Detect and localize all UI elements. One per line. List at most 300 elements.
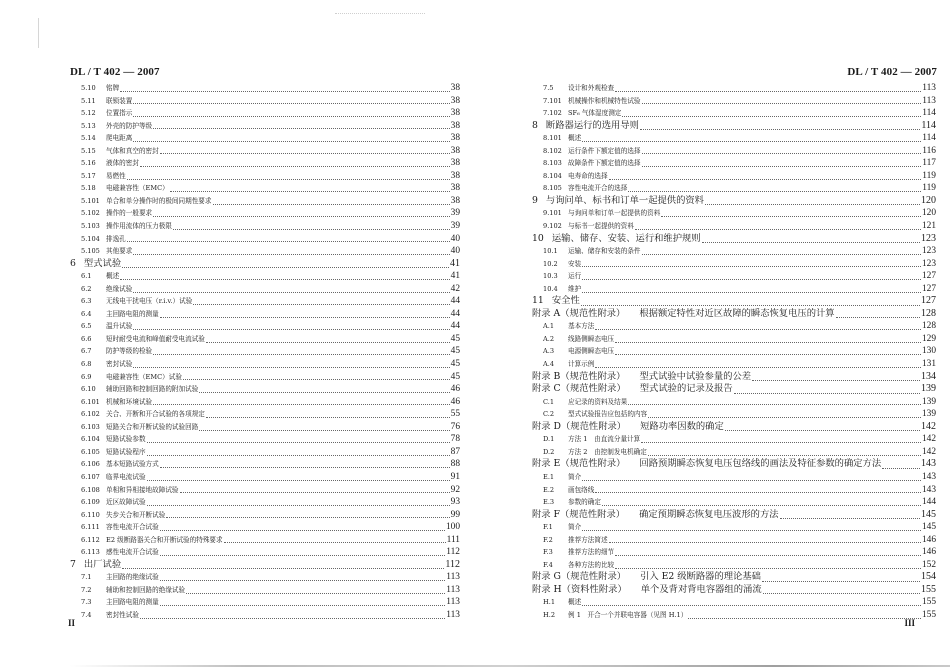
toc-entry-chapter[interactable] — [70, 258, 460, 271]
section-number: 6.5 — [81, 322, 92, 331]
page-ref: 78 — [450, 434, 460, 445]
section-number: 6.106 — [81, 460, 100, 469]
section-number: 10.2 — [543, 259, 558, 268]
page-ref: 44 — [450, 296, 460, 307]
section-title: 防护等级的检验 — [106, 347, 153, 356]
section-number: 8.105 — [543, 184, 562, 193]
section-number: 6.110 — [81, 510, 100, 519]
page-ref: 45 — [450, 346, 460, 357]
page-ref: 113 — [446, 597, 460, 608]
toc-entry[interactable] — [532, 433, 936, 446]
section-title: 电磁兼容性（EMC）试验 — [106, 372, 182, 381]
section-number: 6.8 — [81, 360, 92, 369]
section-number: 5.101 — [81, 196, 100, 205]
page-ref: 143 — [921, 484, 936, 495]
toc-entry[interactable] — [532, 345, 936, 358]
toc-entry[interactable] — [532, 207, 936, 220]
page-ref: 123 — [921, 232, 936, 244]
dot-leader — [133, 250, 449, 255]
page-ref: 131 — [921, 359, 936, 370]
section-title: 单合和单分操作时的极间同期性要求 — [106, 196, 212, 205]
section-title: 例 1 开合一个并联电容器（见图 H.1） — [568, 610, 688, 619]
section-number: 6.108 — [81, 485, 100, 494]
toc-entry-appendix[interactable] — [532, 371, 936, 384]
section-number: 10.3 — [543, 272, 558, 281]
section-title: 安装 — [568, 259, 582, 268]
page-ref: 154 — [921, 571, 936, 583]
section-title: 主回路的绝缘试验 — [106, 573, 159, 582]
dot-leader — [642, 99, 922, 104]
toc-entry[interactable] — [70, 521, 460, 534]
dot-leader — [705, 199, 920, 206]
section-number: 5.105 — [81, 247, 100, 256]
dot-leader — [133, 137, 449, 142]
toc-entry[interactable] — [70, 433, 460, 446]
section-number: D.1 — [543, 435, 555, 444]
section-title: 位置指示 — [106, 109, 133, 118]
dot-leader — [702, 237, 920, 244]
dot-leader — [147, 438, 450, 443]
page-ref: 152 — [921, 559, 936, 570]
page-ref: 114 — [922, 108, 936, 119]
section-title: 气体和真空的密封 — [106, 146, 159, 155]
section-number: 7.4 — [81, 610, 92, 619]
page-ref: 120 — [921, 208, 936, 219]
toc-entry[interactable] — [532, 609, 936, 622]
toc-entry[interactable] — [70, 207, 460, 220]
toc-entry[interactable] — [70, 371, 460, 384]
toc-entry[interactable] — [532, 245, 936, 258]
section-number: 6.6 — [81, 334, 92, 343]
section-title: 爬电距离 — [106, 134, 133, 143]
dot-leader — [581, 299, 920, 306]
section-title: 主回路电阻的测量 — [106, 309, 159, 318]
section-number: 8.102 — [543, 146, 562, 155]
section-number: F.3 — [543, 548, 553, 557]
page-ref: 38 — [450, 95, 460, 106]
toc-entry[interactable] — [70, 270, 460, 283]
section-title: 型式试验中试验参量的公差 — [639, 370, 752, 382]
toc-entry[interactable] — [532, 258, 936, 271]
page-ref: 127 — [921, 271, 936, 282]
dot-leader — [127, 175, 450, 180]
section-title: 安全性 — [551, 295, 580, 307]
toc-entry[interactable] — [532, 95, 936, 108]
section-title: 密封试验 — [106, 360, 133, 369]
toc-entry[interactable] — [70, 233, 460, 246]
toc-entry[interactable] — [532, 546, 936, 559]
page-ref: 38 — [450, 195, 460, 206]
section-number: 10 — [532, 232, 544, 244]
dot-leader — [688, 614, 921, 619]
section-number: 6.2 — [81, 284, 92, 293]
table-of-contents — [70, 82, 460, 622]
toc-entry[interactable] — [532, 283, 936, 296]
section-number: 8.103 — [543, 159, 562, 168]
dot-leader — [582, 262, 921, 267]
section-title: 短时耐受电流和峰值耐受电流试验 — [106, 334, 205, 343]
standard-code-header: DL / T 402 — 2007 — [847, 66, 937, 78]
toc-entry[interactable] — [70, 157, 460, 170]
section-title: 推荐方法的细节 — [568, 548, 615, 557]
page-ref: 38 — [450, 158, 460, 169]
page-ref: 121 — [921, 221, 936, 232]
page-ref: 112 — [445, 558, 460, 570]
dot-leader — [582, 288, 921, 293]
toc-entry[interactable] — [532, 521, 936, 534]
toc-entry-appendix[interactable] — [532, 458, 936, 471]
page-ref: 146 — [921, 534, 936, 545]
page-ref: 91 — [450, 471, 460, 482]
section-number: 6.1 — [81, 272, 92, 281]
toc-entry[interactable] — [532, 170, 936, 183]
dot-leader — [622, 112, 921, 117]
section-number: 5.16 — [81, 159, 96, 168]
toc-entry-appendix[interactable] — [532, 421, 936, 434]
section-number: 附录 C（规范性附录） — [532, 383, 626, 395]
section-title: 出厂试验 — [83, 558, 122, 570]
toc-entry[interactable] — [70, 421, 460, 434]
toc-entry-chapter[interactable] — [532, 120, 936, 133]
toc-entry[interactable] — [70, 295, 460, 308]
toc-entry[interactable] — [70, 308, 460, 321]
section-number: 5.12 — [81, 109, 96, 118]
toc-entry[interactable] — [70, 534, 460, 547]
section-number: 9.102 — [543, 222, 562, 231]
section-title: 电源侧瞬态电压 — [568, 347, 615, 356]
section-number: 附录 F（规范性附录） — [532, 508, 626, 520]
page-ref: 123 — [921, 258, 936, 269]
dot-leader — [147, 451, 450, 456]
section-title: 设计和外观检查 — [568, 84, 615, 92]
dot-leader — [206, 413, 450, 418]
section-title: 操作的一般要求 — [106, 209, 153, 218]
dot-leader — [193, 300, 449, 305]
section-title: 容性电流开合的选择 — [568, 184, 628, 193]
dot-leader — [160, 313, 450, 318]
toc-entry[interactable] — [70, 396, 460, 409]
dot-leader — [595, 325, 921, 330]
toc-entry[interactable] — [532, 145, 936, 158]
section-title: 断路器运行的选用导则 — [545, 119, 639, 131]
section-number: 5.103 — [81, 222, 100, 231]
section-title: 各种方法的比较 — [568, 560, 615, 569]
section-number: 7 — [70, 558, 76, 570]
section-number: 6.105 — [81, 447, 100, 456]
toc-entry[interactable] — [70, 120, 460, 133]
toc-entry[interactable] — [532, 320, 936, 333]
section-number: F.4 — [543, 560, 553, 569]
section-title: 温升试验 — [106, 322, 133, 331]
dot-leader — [763, 588, 920, 595]
toc-entry[interactable] — [70, 132, 460, 145]
section-number: 6.4 — [81, 309, 92, 318]
dot-leader — [582, 601, 921, 606]
toc-entry[interactable] — [70, 584, 460, 597]
section-number: 10.1 — [543, 247, 558, 256]
page-ref: 144 — [921, 497, 936, 508]
section-number: 6.112 — [81, 535, 100, 544]
page-ref: 128 — [921, 307, 936, 319]
toc-entry[interactable] — [70, 245, 460, 258]
page-ref: 39 — [450, 221, 460, 232]
section-number: 7.102 — [543, 109, 562, 118]
section-title: 铭牌 — [106, 84, 120, 92]
section-number: 6.101 — [81, 397, 100, 406]
toc-entry[interactable] — [532, 446, 936, 459]
dot-leader — [648, 413, 921, 418]
section-title: 电寿命的选择 — [568, 171, 608, 180]
toc-entry[interactable] — [532, 496, 936, 509]
page-ref: 87 — [450, 446, 460, 457]
page-ref: 134 — [921, 370, 936, 382]
toc-entry[interactable] — [532, 596, 936, 609]
toc-entry[interactable] — [70, 496, 460, 509]
section-number: D.2 — [543, 447, 555, 456]
toc-entry[interactable] — [532, 157, 936, 170]
toc-entry[interactable] — [70, 571, 460, 584]
toc-entry[interactable] — [532, 270, 936, 283]
page-ref: 143 — [921, 471, 936, 482]
section-title: 型式试验报告应包括的内容 — [568, 410, 648, 419]
dot-leader — [183, 375, 450, 380]
section-title: 型式试验 — [83, 257, 122, 269]
toc-entry[interactable] — [532, 471, 936, 484]
section-title: 主回路电阻的测量 — [106, 598, 159, 607]
toc-entry[interactable] — [70, 509, 460, 522]
dot-leader — [882, 462, 920, 469]
section-number: 6.10 — [81, 385, 96, 394]
section-number: F.2 — [543, 535, 553, 544]
section-number: 6.111 — [81, 523, 100, 532]
page-ref: 130 — [921, 346, 936, 357]
dot-leader — [160, 576, 446, 581]
page-ref: 113 — [446, 609, 460, 620]
dot-leader — [615, 87, 921, 92]
page-ref: 41 — [450, 257, 460, 269]
section-number: 7.101 — [543, 96, 562, 105]
section-number: 5.13 — [81, 121, 96, 130]
section-number: 附录 E（规范性附录） — [532, 458, 626, 470]
toc-entry-appendix[interactable] — [532, 509, 936, 522]
toc-entry[interactable] — [70, 345, 460, 358]
dot-leader — [160, 601, 446, 606]
section-number: 11 — [532, 295, 544, 307]
page-ref: 38 — [450, 108, 460, 119]
toc-entry[interactable] — [70, 170, 460, 183]
section-title: 参数的确定 — [568, 498, 601, 507]
page-ref: 129 — [921, 333, 936, 344]
toc-entry-chapter[interactable] — [532, 195, 936, 208]
dot-leader — [642, 150, 922, 155]
dot-leader — [213, 200, 450, 205]
section-title: 计算示例 — [568, 360, 595, 369]
section-number: 6 — [70, 257, 76, 269]
section-number: A.4 — [543, 360, 555, 369]
section-title: 关合、开断和开合试验的各项规定 — [106, 410, 205, 419]
toc-entry[interactable] — [532, 132, 936, 145]
section-title: 简介 — [568, 523, 582, 532]
page-ref: 119 — [922, 170, 936, 181]
scan-bottom-edge — [70, 665, 950, 667]
dot-leader — [153, 400, 449, 405]
toc-entry-chapter[interactable] — [532, 295, 936, 308]
section-title: 单个及背对背电容器组的涌流 — [640, 583, 762, 595]
toc-entry[interactable] — [70, 446, 460, 459]
section-title: 短路试验参数 — [106, 435, 146, 444]
page-ref: 100 — [445, 522, 460, 533]
toc-entry[interactable] — [70, 458, 460, 471]
toc-entry[interactable] — [70, 333, 460, 346]
section-number: E.3 — [543, 498, 555, 507]
section-number: 6.107 — [81, 472, 100, 481]
toc-entry-chapter[interactable] — [532, 233, 936, 246]
section-title: 基本方法 — [568, 322, 595, 331]
toc-entry[interactable] — [70, 95, 460, 108]
dot-leader — [122, 262, 449, 269]
toc-entry[interactable] — [70, 82, 460, 95]
section-title: 概述 — [106, 272, 120, 281]
section-title: 与询问单和订单一起提供的资料 — [568, 209, 661, 218]
page-ref: 38 — [450, 83, 460, 93]
page-ref: 142 — [921, 420, 936, 432]
section-title: 外壳的防护等级 — [106, 121, 153, 130]
section-title: 机械和环境试验 — [106, 397, 153, 406]
dot-leader — [628, 400, 921, 405]
page-ref: 44 — [450, 321, 460, 332]
page-ref: 93 — [450, 497, 460, 508]
section-title: 基本短路试验方式 — [106, 460, 159, 469]
dot-leader — [582, 526, 921, 531]
section-number: E.2 — [543, 485, 555, 494]
toc-entry[interactable] — [532, 107, 936, 120]
page-ref: 142 — [921, 446, 936, 457]
section-number: 6.102 — [81, 410, 100, 419]
page-ref: 40 — [450, 246, 460, 257]
section-number: 6.104 — [81, 435, 100, 444]
toc-entry[interactable] — [70, 358, 460, 371]
page-ref: 88 — [450, 459, 460, 470]
toc-entry-chapter[interactable] — [70, 559, 460, 572]
dot-leader — [642, 250, 921, 255]
section-number: 6.9 — [81, 372, 92, 381]
section-title: 方法 1 由直流分量计算 — [568, 435, 641, 444]
section-number: 8.104 — [543, 171, 562, 180]
page-ref: 123 — [921, 246, 936, 257]
dot-leader — [133, 99, 449, 104]
dot-leader — [180, 488, 450, 493]
toc-entry[interactable] — [532, 82, 936, 95]
section-title: 液体的密封 — [106, 159, 139, 168]
dot-leader — [153, 212, 449, 217]
section-title: 短路功率因数的确定 — [640, 420, 724, 432]
toc-entry-appendix[interactable] — [532, 584, 936, 597]
toc-entry[interactable] — [70, 383, 460, 396]
dot-leader — [595, 488, 921, 493]
toc-entry[interactable] — [70, 546, 460, 559]
section-number: 5.10 — [81, 84, 96, 92]
section-title: 感性电流开合试验 — [106, 548, 159, 557]
toc-entry[interactable] — [532, 333, 936, 346]
toc-entry[interactable] — [70, 220, 460, 233]
section-title: 确定预期瞬态恢复电压波形的方法 — [639, 508, 779, 520]
toc-entry[interactable] — [70, 195, 460, 208]
toc-entry[interactable] — [532, 534, 936, 547]
page-ref: 113 — [922, 95, 936, 106]
dot-leader — [120, 87, 449, 92]
dot-leader — [133, 325, 449, 330]
section-number: 5.11 — [81, 96, 96, 105]
page-ref: 155 — [921, 583, 936, 595]
section-title: 联锁装置 — [106, 96, 133, 105]
dot-leader — [780, 513, 920, 520]
dot-leader — [147, 501, 450, 506]
page-number: III — [904, 618, 915, 628]
dot-leader — [642, 162, 922, 167]
page-ref: 155 — [921, 609, 936, 620]
dot-leader — [160, 463, 450, 468]
dot-leader — [628, 187, 921, 192]
toc-entry[interactable] — [70, 320, 460, 333]
section-number: 7.2 — [81, 585, 92, 594]
toc-entry[interactable] — [532, 182, 936, 195]
toc-entry[interactable] — [70, 145, 460, 158]
dot-leader — [160, 551, 446, 556]
toc-entry[interactable] — [70, 408, 460, 421]
section-title: 电磁兼容性（EMC） — [106, 184, 169, 193]
page-ref: 120 — [921, 194, 936, 206]
toc-entry-appendix[interactable] — [532, 308, 936, 321]
dot-leader — [640, 124, 920, 131]
dot-leader — [635, 225, 921, 230]
toc-entry[interactable] — [70, 609, 460, 622]
table-of-contents — [532, 82, 936, 622]
toc-entry[interactable] — [532, 396, 936, 409]
toc-entry[interactable] — [70, 596, 460, 609]
toc-entry-appendix[interactable] — [532, 571, 936, 584]
section-number: 7.5 — [543, 84, 554, 92]
section-number: 6.113 — [81, 548, 100, 557]
section-number: 8 — [532, 119, 538, 131]
toc-entry[interactable] — [532, 358, 936, 371]
toc-entry[interactable] — [70, 484, 460, 497]
section-number: 9.101 — [543, 209, 562, 218]
section-title: 排逸孔 — [106, 234, 126, 243]
page-ref: 128 — [921, 321, 936, 332]
toc-entry[interactable] — [70, 283, 460, 296]
section-number: 6.109 — [81, 498, 100, 507]
toc-entry[interactable] — [532, 559, 936, 572]
section-title: 回路预期瞬态恢复电压包络线的画法及特征参数的确定方法 — [639, 458, 882, 470]
section-title: 故障条件下额定值的选择 — [568, 159, 641, 168]
toc-entry[interactable] — [532, 220, 936, 233]
dot-leader — [582, 275, 921, 280]
dot-leader — [133, 288, 449, 293]
toc-entry[interactable] — [70, 471, 460, 484]
toc-entry-appendix[interactable] — [532, 383, 936, 396]
page-ref: 111 — [446, 534, 460, 545]
toc-entry[interactable] — [70, 182, 460, 195]
toc-entry[interactable] — [70, 107, 460, 120]
section-title: 失步关合和开断试验 — [106, 510, 166, 519]
section-number: 附录 B（规范性附录） — [532, 370, 626, 382]
toc-entry[interactable] — [532, 408, 936, 421]
dot-leader — [752, 375, 920, 382]
section-number: 附录 G（规范性附录） — [532, 571, 627, 583]
toc-entry[interactable] — [532, 484, 936, 497]
section-title: 概述 — [568, 598, 582, 607]
page-ref: 38 — [450, 145, 460, 156]
